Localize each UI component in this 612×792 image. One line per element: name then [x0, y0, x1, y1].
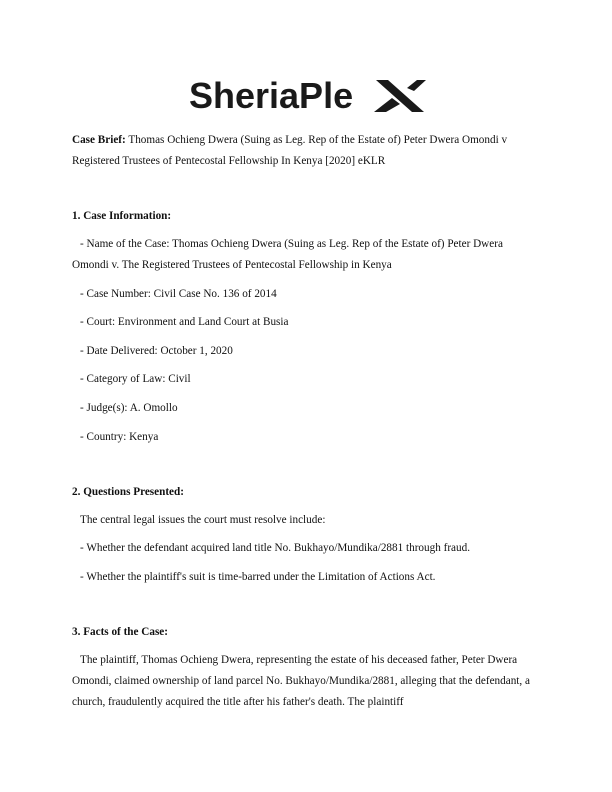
question-item: - Whether the defendant acquired land title No. Bukhayo/Mundika/2881 through fraud. — [80, 542, 471, 555]
case-brief-text: Thomas Ochieng Dwera (Suing as Leg. Rep of the Estate of) Peter Dwera Omondi v Registered Trustees of Pentecostal Fellowship In Kenya [2020] eKLR — [72, 134, 508, 167]
facts-text: The plaintiff, Thomas Ochieng Dwera, representing the estate of his deceased father, Peter Dwera Omondi, claimed ownership of land parcel No. Bukhayo/Mundika/2881, alleging that the defendant, a church, fraudulently acquired the title after his father's death. The plaintiff — [72, 653, 530, 708]
case-info-item: - Court: Environment and Land Court at Busia — [80, 316, 289, 329]
case-brief — [72, 130, 542, 172]
case-name: - Name of the Case: Thomas Ochieng Dwera (Suing as Leg. Rep of the Estate of) Peter Dwera Omondi v. The Registered Trustees of Pentecostal Fellowship in Kenya — [72, 238, 503, 271]
section-case-information — [72, 206, 542, 448]
questions-intro: The central legal issues the court must resolve include: — [80, 513, 326, 526]
logo-text: SheriaPle — [189, 75, 354, 116]
question-item: - Whether the plaintiff's suit is time-barred under the Limitation of Actions Act. — [80, 570, 436, 583]
section-facts — [72, 622, 542, 713]
logo-graphic — [186, 72, 426, 118]
case-info-item: - Category of Law: Civil — [80, 373, 191, 386]
case-info-item: - Date Delivered: October 1, 2020 — [80, 344, 233, 357]
case-info-item: - Case Number: Civil Case No. 136 of 2014 — [80, 287, 277, 300]
case-brief-label: Case Brief: — [72, 134, 126, 146]
section-heading: 3. Facts of the Case: — [72, 625, 169, 638]
logo-x-mark — [374, 80, 426, 112]
sheriaplex-logo — [0, 72, 612, 123]
section-questions-presented — [72, 482, 542, 588]
document-body — [72, 130, 542, 713]
case-info-item: - Country: Kenya — [80, 430, 159, 443]
case-info-item: - Judge(s): A. Omollo — [80, 401, 178, 414]
section-heading: 1. Case Information: — [72, 210, 172, 222]
section-heading: 2. Questions Presented: — [72, 485, 184, 498]
